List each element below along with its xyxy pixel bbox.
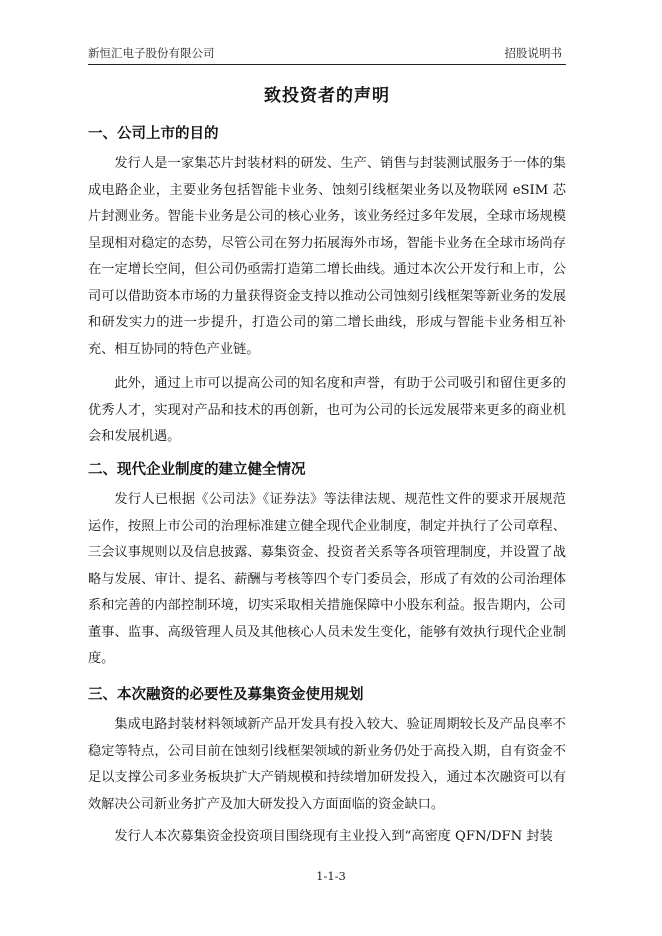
header-company-name: 新恒汇电子股份有限公司 [88, 46, 215, 60]
section-heading-2: 二、现代企业制度的建立健全情况 [88, 462, 306, 478]
page-title: 致投资者的声明 [264, 86, 390, 106]
page-header [88, 45, 566, 63]
header-divider [88, 64, 566, 65]
section-heading-3: 三、本次融资的必要性及募集资金使用规划 [88, 687, 364, 703]
section-3-paragraph-2: 发行人本次募集资金投资项目围绕现有主业投入到“高密度 QFN/DFN 封装 [114, 829, 553, 844]
page-number: 1-1-3 [316, 869, 346, 883]
section-1-paragraph-2: 此外，通过上市可以提高公司的知名度和声誉，有助于公司吸引和留住更多的优秀人才，实现对产品和技术的再创新，也可为公司的长远发展带来更多的商业机会和发展机遇。 [88, 376, 566, 444]
section-3-paragraph-1: 集成电路封装材料领域新产品开发具有投入较大、验证周期较长及产品良率不稳定等特点，公司目前在蚀刻引线框架领域的新业务仍处于高投入期，自有资金不足以支撑公司多业务板块扩大产销规模和持续增加研发投入，通过本次融资可以有效解决公司新业务扩产及加大研发投入方面面临的资金缺口。 [88, 717, 566, 812]
section-1-paragraph-1: 发行人是一家集芯片封装材料的研发、生产、销售与封装测试服务于一体的集成电路企业，主要业务包括智能卡业务、蚀刻引线框架业务以及物联网 eSIM 芯片封测业务。智能卡业务是公司的核心业务，该业务经过多年发展，全球市场规模呈现相对稳定的态势，尽管公司在努力拓展海外市场，智能卡业务在全球市场尚存在一定增长空间，但公司仍亟需打造第二增长曲线。通过本次公开发行和上市，公司可以借助资本市场的力量获得资金支持以推动公司蚀刻引线框架等新业务的发展和研发实力的进一步提升，打造公司的第二增长曲线，形成与智能卡业务相互补充、相互协同的特色产业链。 [88, 156, 566, 357]
section-2-paragraph-1: 发行人已根据《公司法》《证券法》等法律法规、规范性文件的要求开展规范运作，按照上市公司的治理标准建立健全现代企业制度，制定并执行了公司章程、三会议事规则以及信息披露、募集资金、投资者关系等各项管理制度，并设置了战略与发展、审计、提名、薪酬与考核等四个专门委员会，形成了有效的公司治理体系和完善的内部控制环境，切实采取相关措施保障中小股东利益。报告期内，公司董事、监事、高级管理人员及其他核心人员未发生变化，能够有效执行现代企业制度。 [88, 492, 566, 666]
header-document-type: 招股说明书 [504, 46, 562, 60]
section-heading-1: 一、公司上市的目的 [88, 126, 219, 142]
